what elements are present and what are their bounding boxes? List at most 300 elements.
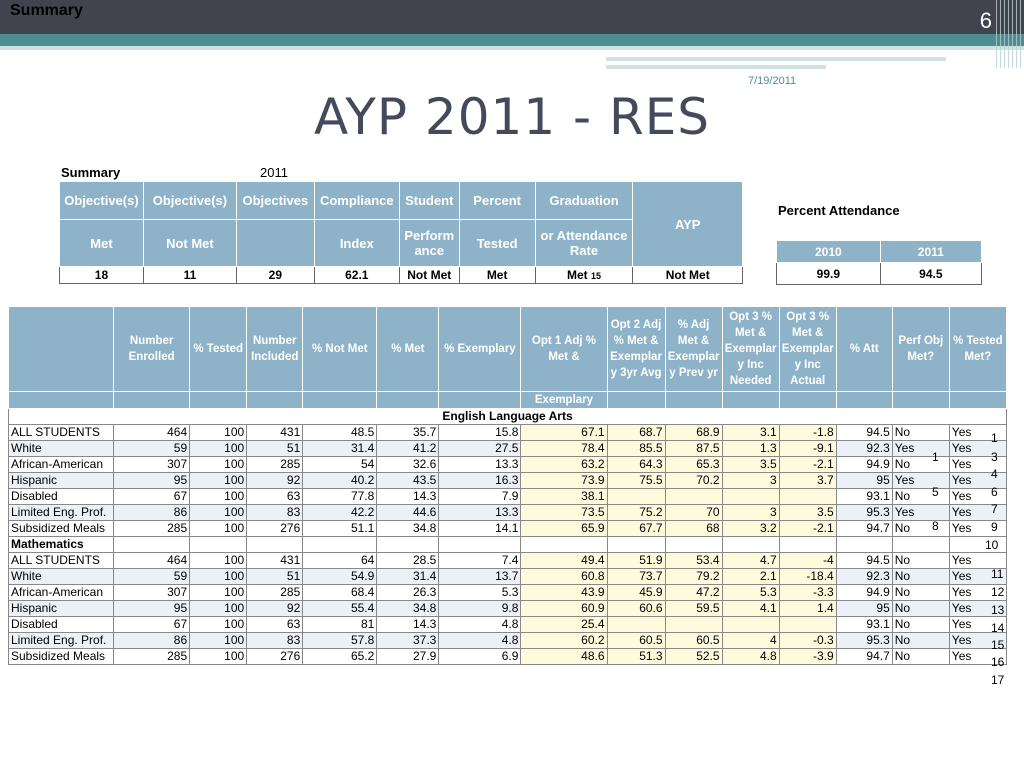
table-cell: 3: [722, 473, 779, 489]
table-cell: 31.4: [303, 441, 377, 457]
table-cell: No: [892, 521, 949, 537]
detail-header: Number Enrolled: [114, 307, 190, 392]
table-cell: No: [892, 425, 949, 441]
detail-header: Opt 3 % Met & Exemplar y Inc Needed: [722, 307, 779, 392]
row-number: 11: [991, 567, 1004, 581]
detail-subheader: [722, 392, 779, 409]
table-cell: Yes: [949, 441, 1006, 457]
table-cell: 60.9: [521, 601, 607, 617]
row-number: 16: [991, 655, 1005, 669]
table-cell: 2.1: [722, 569, 779, 585]
table-cell: 6.9: [439, 649, 521, 665]
table-cell: 68.9: [665, 425, 722, 441]
summary-header: Index: [314, 220, 399, 267]
table-cell: 86: [114, 633, 190, 649]
summary-year: 2011: [260, 165, 288, 180]
table-cell: 64: [303, 553, 377, 569]
detail-header: % Exemplary: [439, 307, 521, 392]
table-cell: 3.5: [722, 457, 779, 473]
table-cell: -0.3: [779, 633, 836, 649]
table-cell: 27.9: [377, 649, 439, 665]
table-cell: 73.9: [521, 473, 607, 489]
table-cell: 100: [190, 553, 247, 569]
detail-header: % Adj Met & Exemplar y Prev yr: [665, 307, 722, 392]
summary-header: Objectives: [236, 182, 314, 220]
table-cell: Yes: [949, 521, 1006, 537]
table-row: [9, 569, 1007, 585]
table-cell: 276: [247, 521, 303, 537]
detail-subheader: [836, 392, 892, 409]
attendance-header: 2011: [880, 241, 981, 263]
table-cell: 55.4: [303, 601, 377, 617]
table-cell: -4: [779, 553, 836, 569]
table-cell: 27.5: [439, 441, 521, 457]
table-cell: 4.1: [722, 601, 779, 617]
detail-subheader: Exemplary: [521, 392, 607, 409]
summary-header: Percent: [459, 182, 535, 220]
table-cell: 14.3: [377, 617, 439, 633]
table-cell: 100: [190, 489, 247, 505]
table-cell: 14.3: [377, 489, 439, 505]
detail-header: % Met: [377, 307, 439, 392]
table-cell: 25.4: [521, 617, 607, 633]
row-number: 10: [985, 538, 999, 552]
table-cell: 75.5: [607, 473, 665, 489]
decor-line: [606, 65, 826, 69]
table-cell: 59: [114, 441, 190, 457]
table-cell: 48.5: [303, 425, 377, 441]
table-row: [9, 617, 1007, 633]
table-row: [9, 473, 1007, 489]
table-cell: 63.2: [521, 457, 607, 473]
table-cell: 100: [190, 633, 247, 649]
table-cell: 48.6: [521, 649, 607, 665]
table-cell: -18.4: [779, 569, 836, 585]
table-cell: Yes: [949, 489, 1006, 505]
detail-subheader: [665, 392, 722, 409]
table-cell: 51: [247, 569, 303, 585]
table-cell: 431: [247, 553, 303, 569]
row-number: 4: [991, 467, 998, 481]
table-cell: 95: [114, 601, 190, 617]
table-cell: 464: [114, 425, 190, 441]
table-cell: 7.4: [439, 553, 521, 569]
empty-cell: [836, 537, 892, 553]
table-cell: 54: [303, 457, 377, 473]
table-cell: -3.3: [779, 585, 836, 601]
table-cell: No: [892, 585, 949, 601]
table-cell: 43.5: [377, 473, 439, 489]
detail-header: % Tested: [190, 307, 247, 392]
table-cell: 65.9: [521, 521, 607, 537]
table-cell: 67.1: [521, 425, 607, 441]
table-cell: 285: [247, 457, 303, 473]
table-cell: 94.7: [836, 521, 892, 537]
table-cell: Yes: [949, 473, 1006, 489]
table-cell: 95: [836, 601, 892, 617]
table-cell: 95: [836, 473, 892, 489]
table-cell: 68: [665, 521, 722, 537]
table-cell: 100: [190, 457, 247, 473]
empty-cell: [779, 537, 836, 553]
row-number: 14: [991, 621, 1005, 635]
empty-cell: [892, 537, 949, 553]
attendance-header: 2010: [777, 241, 881, 263]
inline-note: 5: [932, 485, 939, 499]
table-cell: Yes: [949, 617, 1006, 633]
detail-subheader: [892, 392, 949, 409]
table-cell: 85.5: [607, 441, 665, 457]
table-cell: 7.9: [439, 489, 521, 505]
table-cell: 94.5: [836, 425, 892, 441]
table-cell: 5.3: [722, 585, 779, 601]
table-cell: -2.1: [779, 457, 836, 473]
table-cell: 4.8: [439, 617, 521, 633]
detail-header: Opt 1 Adj % Met &: [521, 307, 607, 392]
table-cell: 43.9: [521, 585, 607, 601]
table-cell: 77.8: [303, 489, 377, 505]
empty-cell: [521, 537, 607, 553]
detail-header: Opt 2 Adj % Met & Exemplar y 3yr Avg: [607, 307, 665, 392]
table-cell: 83: [247, 633, 303, 649]
table-row: [9, 489, 1007, 505]
header-label: Summary: [10, 2, 83, 19]
header-bar: [0, 0, 1024, 34]
detail-subheader: [949, 392, 1006, 409]
table-cell: 4.8: [439, 633, 521, 649]
table-cell: Yes: [949, 553, 1006, 569]
table-cell: 100: [190, 601, 247, 617]
empty-cell: [247, 537, 303, 553]
table-cell: 52.5: [665, 649, 722, 665]
table-cell: No: [892, 617, 949, 633]
table-cell: Yes: [949, 569, 1006, 585]
table-cell: 42.2: [303, 505, 377, 521]
table-row: [9, 649, 1007, 665]
table-cell: No: [892, 457, 949, 473]
table-cell: 38.1: [521, 489, 607, 505]
table-cell: 276: [247, 649, 303, 665]
empty-cell: [190, 537, 247, 553]
detail-header: Opt 3 % Met & Exemplar y Inc Actual: [779, 307, 836, 392]
empty-cell: [377, 537, 439, 553]
table-cell: 41.2: [377, 441, 439, 457]
table-cell: 63: [247, 617, 303, 633]
summary-value: 29: [236, 267, 314, 284]
table-cell: Yes: [949, 425, 1006, 441]
table-cell: [665, 489, 722, 505]
table-row: [9, 521, 1007, 537]
table-cell: 34.8: [377, 601, 439, 617]
summary-header: Met: [60, 220, 144, 267]
summary-value: 11: [143, 267, 236, 284]
detail-subheader: [303, 392, 377, 409]
table-cell: Hispanic: [9, 601, 114, 617]
table-cell: Yes: [892, 473, 949, 489]
table-cell: 67: [114, 617, 190, 633]
table-cell: Yes: [949, 601, 1006, 617]
detail-subheader: [190, 392, 247, 409]
table-cell: 51.3: [607, 649, 665, 665]
summary-header: Objective(s): [60, 182, 144, 220]
attendance-value: 94.5: [880, 263, 981, 285]
table-cell: 92: [247, 473, 303, 489]
table-cell: Yes: [949, 457, 1006, 473]
table-cell: [779, 617, 836, 633]
table-row: [9, 457, 1007, 473]
summary-note: 15: [591, 271, 602, 281]
table-cell: 95.3: [836, 633, 892, 649]
table-cell: 65.2: [303, 649, 377, 665]
attendance-label: Percent Attendance: [778, 203, 900, 218]
summary-value: Met: [459, 267, 535, 284]
table-cell: 1.4: [779, 601, 836, 617]
slide-title: AYP 2011 - RES: [313, 88, 711, 146]
summary-value-text: Met: [566, 268, 588, 282]
table-cell: 100: [190, 617, 247, 633]
table-cell: [779, 489, 836, 505]
table-cell: [722, 489, 779, 505]
summary-value: Not Met: [633, 267, 743, 284]
summary-header: Perform ance: [399, 220, 459, 267]
table-cell: 14.1: [439, 521, 521, 537]
table-cell: 53.4: [665, 553, 722, 569]
table-cell: 100: [190, 425, 247, 441]
table-cell: 100: [190, 649, 247, 665]
table-cell: 92.3: [836, 569, 892, 585]
table-row: [9, 585, 1007, 601]
section-title-row: [9, 537, 1007, 553]
table-cell: -9.1: [779, 441, 836, 457]
empty-cell: [722, 537, 779, 553]
table-cell: -1.8: [779, 425, 836, 441]
table-cell: 73.7: [607, 569, 665, 585]
table-cell: 100: [190, 521, 247, 537]
table-cell: Disabled: [9, 489, 114, 505]
table-cell: 100: [190, 473, 247, 489]
table-cell: 68.4: [303, 585, 377, 601]
table-cell: 3: [722, 505, 779, 521]
summary-header: Not Met: [143, 220, 236, 267]
row-number: 12: [991, 585, 1005, 599]
row-number: 1: [991, 431, 998, 445]
table-cell: 3.7: [779, 473, 836, 489]
table-cell: 100: [190, 441, 247, 457]
table-cell: 95.3: [836, 505, 892, 521]
detail-header: Perf Obj Met?: [892, 307, 949, 392]
row-number: 3: [991, 450, 998, 464]
table-cell: 100: [190, 505, 247, 521]
row-number: 17: [991, 673, 1005, 687]
table-cell: No: [892, 633, 949, 649]
detail-subheader: [607, 392, 665, 409]
detail-subheader: [114, 392, 190, 409]
table-cell: 70.2: [665, 473, 722, 489]
section-title: English Language Arts: [9, 409, 1007, 425]
table-cell: Yes: [949, 649, 1006, 665]
table-cell: Disabled: [9, 617, 114, 633]
table-cell: [607, 617, 665, 633]
table-cell: 70: [665, 505, 722, 521]
attendance-value: 99.9: [777, 263, 881, 285]
table-cell: 60.6: [607, 601, 665, 617]
table-cell: 92.3: [836, 441, 892, 457]
table-cell: ALL STUDENTS: [9, 425, 114, 441]
table-cell: 26.3: [377, 585, 439, 601]
empty-cell: [303, 537, 377, 553]
table-cell: 100: [190, 585, 247, 601]
table-cell: Yes: [892, 505, 949, 521]
empty-cell: [665, 537, 722, 553]
table-cell: 34.8: [377, 521, 439, 537]
table-cell: 51.1: [303, 521, 377, 537]
empty-cell: [114, 537, 190, 553]
table-cell: 63: [247, 489, 303, 505]
table-cell: 35.7: [377, 425, 439, 441]
detail-subheader: [779, 392, 836, 409]
table-cell: Yes: [892, 441, 949, 457]
table-cell: 83: [247, 505, 303, 521]
table-cell: 95: [114, 473, 190, 489]
row-number: 13: [991, 603, 1005, 617]
table-cell: 65.3: [665, 457, 722, 473]
table-cell: Limited Eng. Prof.: [9, 633, 114, 649]
table-row: [9, 601, 1007, 617]
detail-header: % Not Met: [303, 307, 377, 392]
table-cell: 37.3: [377, 633, 439, 649]
detail-header: Number Included: [247, 307, 303, 392]
summary-value: [535, 267, 633, 284]
table-cell: Hispanic: [9, 473, 114, 489]
table-cell: 285: [114, 649, 190, 665]
table-cell: 285: [114, 521, 190, 537]
table-cell: 79.2: [665, 569, 722, 585]
empty-cell: [439, 537, 521, 553]
table-cell: 94.9: [836, 585, 892, 601]
summary-header: Student: [399, 182, 459, 220]
table-cell: 60.2: [521, 633, 607, 649]
summary-header: Compliance: [314, 182, 399, 220]
detail-table: [8, 306, 1007, 665]
table-cell: 4: [722, 633, 779, 649]
table-row: [9, 425, 1007, 441]
table-cell: 13.3: [439, 505, 521, 521]
summary-header-ayp: AYP: [633, 182, 743, 267]
detail-header: % Att: [836, 307, 892, 392]
table-row: [9, 553, 1007, 569]
table-cell: 9.8: [439, 601, 521, 617]
summary-header: [236, 220, 314, 267]
table-row: [9, 505, 1007, 521]
table-cell: [665, 617, 722, 633]
table-cell: No: [892, 553, 949, 569]
table-cell: 40.2: [303, 473, 377, 489]
summary-header: Tested: [459, 220, 535, 267]
table-cell: 285: [247, 585, 303, 601]
table-cell: No: [892, 649, 949, 665]
detail-header: % Tested Met?: [949, 307, 1006, 392]
table-cell: 3.5: [779, 505, 836, 521]
table-cell: 307: [114, 457, 190, 473]
table-cell: 431: [247, 425, 303, 441]
summary-value: 62.1: [314, 267, 399, 284]
detail-header: [9, 307, 114, 392]
table-cell: 31.4: [377, 569, 439, 585]
table-cell: 49.4: [521, 553, 607, 569]
row-number: 9: [991, 520, 998, 534]
table-cell: ALL STUDENTS: [9, 553, 114, 569]
table-cell: 81: [303, 617, 377, 633]
table-cell: 92: [247, 601, 303, 617]
header-band: [0, 34, 1024, 46]
table-cell: 464: [114, 553, 190, 569]
inline-note: 8: [932, 519, 939, 533]
table-cell: 32.6: [377, 457, 439, 473]
empty-cell: [607, 537, 665, 553]
table-cell: No: [892, 569, 949, 585]
table-cell: 13.3: [439, 457, 521, 473]
table-cell: White: [9, 441, 114, 457]
table-cell: Yes: [949, 505, 1006, 521]
table-cell: 4.7: [722, 553, 779, 569]
table-cell: 93.1: [836, 489, 892, 505]
row-number: 15: [991, 638, 1005, 652]
table-cell: 100: [190, 569, 247, 585]
section-title-row: [9, 409, 1007, 425]
table-cell: 60.5: [665, 633, 722, 649]
table-cell: 51: [247, 441, 303, 457]
attendance-table: [776, 240, 982, 285]
table-cell: 3.2: [722, 521, 779, 537]
table-cell: No: [892, 489, 949, 505]
summary-table: [59, 181, 743, 284]
section-title: Mathematics: [9, 537, 114, 553]
detail-subheader: [377, 392, 439, 409]
table-cell: [607, 489, 665, 505]
table-cell: 60.5: [607, 633, 665, 649]
table-cell: 73.5: [521, 505, 607, 521]
inline-note: 1: [932, 450, 939, 464]
table-cell: 59.5: [665, 601, 722, 617]
table-cell: -3.9: [779, 649, 836, 665]
table-cell: 51.9: [607, 553, 665, 569]
table-cell: Subsidized Meals: [9, 521, 114, 537]
summary-header: Graduation: [535, 182, 633, 220]
detail-subheader: [439, 392, 521, 409]
table-cell: 75.2: [607, 505, 665, 521]
detail-subheader: [247, 392, 303, 409]
table-cell: 78.4: [521, 441, 607, 457]
table-cell: 94.7: [836, 649, 892, 665]
table-cell: 1.3: [722, 441, 779, 457]
table-cell: 13.7: [439, 569, 521, 585]
table-cell: [722, 617, 779, 633]
table-cell: 68.7: [607, 425, 665, 441]
table-cell: 47.2: [665, 585, 722, 601]
summary-value: 18: [60, 267, 144, 284]
table-row: [9, 441, 1007, 457]
summary-label: Summary: [61, 165, 121, 180]
table-cell: 307: [114, 585, 190, 601]
slide-number: 6: [979, 8, 992, 33]
table-cell: Subsidized Meals: [9, 649, 114, 665]
slide-date: 7/19/2011: [748, 75, 797, 87]
table-cell: 94.5: [836, 553, 892, 569]
decor-line: [606, 57, 946, 61]
table-cell: 93.1: [836, 617, 892, 633]
table-cell: 54.9: [303, 569, 377, 585]
table-cell: 57.8: [303, 633, 377, 649]
